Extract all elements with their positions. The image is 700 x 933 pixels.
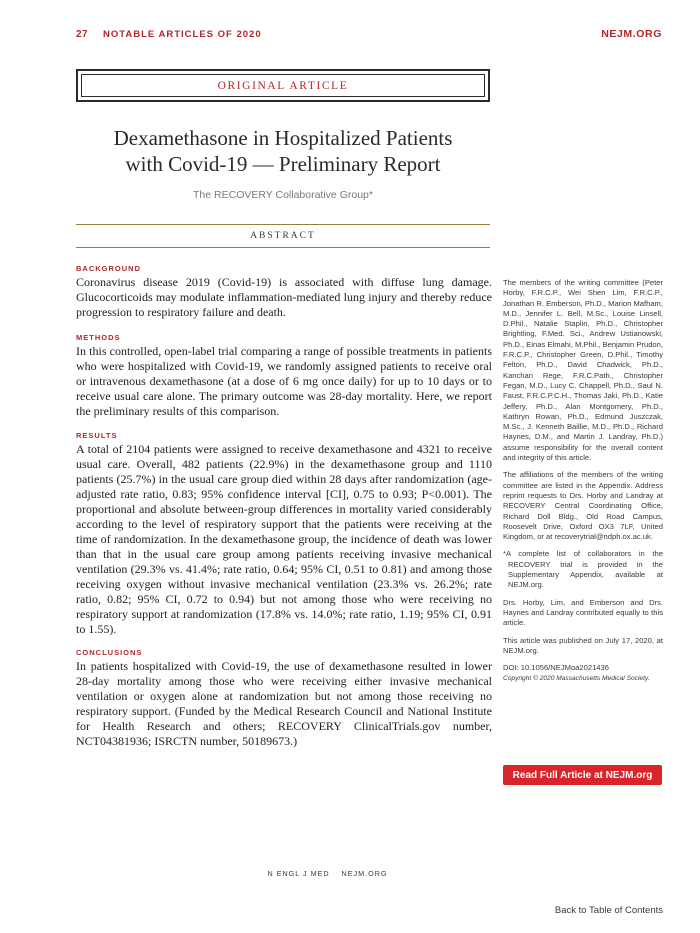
article-title	[76, 125, 490, 177]
section-label: CONCLUSIONS	[76, 648, 143, 657]
running-title: NOTABLE ARTICLES OF 2020	[103, 29, 262, 40]
footer-journal-line: N ENGL J MED NEJM.ORG	[267, 869, 388, 878]
abstract-section-background	[76, 264, 492, 320]
abstract-section-conclusions	[76, 648, 492, 749]
collaborators-note: *A complete list of collaborators in the RECOVERY trial is provided in the Supplementary Appendix, available at NEJM.org.	[503, 549, 663, 590]
section-text: Coronavirus disease 2019 (Covid-19) is associated with diffuse lung damage. Glucocorticoids may modulate inflammation-mediated lung injury and thereby reduce progression to respiratory failure and death.	[76, 275, 492, 319]
authors-line: The RECOVERY Collaborative Group*	[193, 189, 373, 201]
page-number: 27	[76, 29, 89, 40]
article-type-label: ORIGINAL ARTICLE	[217, 79, 349, 92]
journal-brand[interactable]: NEJM.ORG	[601, 28, 662, 40]
back-to-contents-link[interactable]: Back to Table of Contents	[554, 905, 663, 916]
section-text: A total of 2104 patients were assigned to receive dexamethasone and 4321 to receive usual care. Overall, 482 patients (22.9%) in the dexamethasone group and 1110 patients (25.7%) in the usual care group died within 28 days after randomization (age-adjusted rate ratio, 0.83; 95% confidence interval [CI], 0.75 to 0.93; P<0.001). The proportional and absolute between-group differences in mortality varied considerably according to the level of respiratory support that the patients were receiving at the time of randomization. In the dexamethasone group, the incidence of death was lower than that in the usual care group among patients receiving invasive mechanical ventilation (29.3% vs. 41.4%; rate ratio, 0.64; 95% CI, 0.51 to 0.81) and among those receiving oxygen without invasive mechanical ventilation (23.3% vs. 26.2%; rate ratio, 0.82; 95% CI, 0.72 to 0.94) but not among those who were receiving no respiratory support at randomization (17.8% vs. 14.0%; rate ratio, 1.19; 95% CI, 0.91 to 1.55).	[76, 442, 492, 636]
running-header	[0, 0, 700, 60]
writing-committee-note: The members of the writing committee (Peter Horby, F.R.C.P., Wei Shen Lim, F.R.C.P., Jonathan R. Emberson, Ph.D., Marion Mafham, M.D., Jennifer L. Bell, M.Sc., Louise Linsell, D.Phil., Natalie Staplin, Ph.D., Christopher Brightling, F.Med. Sci., Andrew Ustianowski, Ph.D., Einas Elmahi, M.Phil., Benjamin Prudon, F.R.C.P., Christopher Green, D.Phil., Timothy Felton, Ph.D., David Chadwick, Ph.D., Kanchan Rege, F.R.C.Path., Christopher Fegan, M.D., Lucy C. Chappell, Ph.D., Saul N. Faust, F.R.C.P.C.H., Thomas Jaki, Ph.D., Katie Jeffery, Ph.D., Alan Montgomery, Ph.D., Kathryn Rowan, Ph.D., Edmund Juszczak, M.Sc., J. Kenneth Baillie, M.D., Ph.D., Richard Haynes, D.M., and Martin J. Landray, Ph.D.) assume responsibility for the overall content and integrity of this article.	[503, 278, 663, 463]
section-label: BACKGROUND	[76, 264, 141, 273]
copyright-line: Copyright © 2020 Massachusetts Medical Society.	[503, 675, 650, 683]
section-text: In this controlled, open-label trial comparing a range of possible treatments in patients who were hospitalized with Covid-19, we randomly assigned patients to receive oral or intravenous dexamethasone (at a dose of 6 mg once daily) for up to 10 days or to receive usual care alone. The primary outcome was 28-day mortality. Here, we report the preliminary results of this comparison.	[76, 344, 492, 418]
section-label: METHODS	[76, 333, 121, 342]
doi-line[interactable]: DOI: 10.1056/NEJMoa2021436	[503, 663, 609, 673]
section-text: In patients hospitalized with Covid-19, the use of dexamethasone resulted in lower 28-day mortality among those who were receiving either invasive mechanical ventilation or oxygen alone at randomization but not among those receiving no respiratory support. (Funded by the Medical Research Council and National Institute for Health Research and others; RECOVERY ClinicalTrials.gov number, NCT04381936; ISRCTN number, 50189673.)	[76, 659, 492, 748]
abstract-section-methods	[76, 333, 492, 419]
affiliations-note: The affiliations of the members of the writing committee are listed in the Appendix. Address reprint requests to Drs. Horby and Landray at RECOVERY Central Coordinating Office, Richard Doll Bldg., Old Road Campus, Roosevelt Drive, Oxford OX3 7LF, United Kingdom, or at recoverytrial@ndph.ox.ac.uk.	[503, 470, 663, 542]
abstract-section-results	[76, 431, 492, 637]
section-label: RESULTS	[76, 431, 118, 440]
read-full-article-button[interactable]: Read Full Article at NEJM.org	[503, 765, 662, 785]
article-title-line: Dexamethasone in Hospitalized Patients	[113, 126, 453, 150]
article-title-line: with Covid-19 — Preliminary Report	[125, 152, 441, 176]
author-info-sidebar	[503, 278, 663, 682]
abstract-heading: ABSTRACT	[250, 231, 316, 241]
article-type-inner-frame	[81, 74, 485, 97]
article-type-box	[76, 69, 490, 102]
contribution-note: Drs. Horby, Lim, and Emberson and Drs. Haynes and Landray contributed equally to this article.	[503, 597, 663, 628]
publication-note: This article was published on July 17, 2020, at NEJM.org.	[503, 635, 663, 655]
abstract-band	[76, 224, 490, 248]
